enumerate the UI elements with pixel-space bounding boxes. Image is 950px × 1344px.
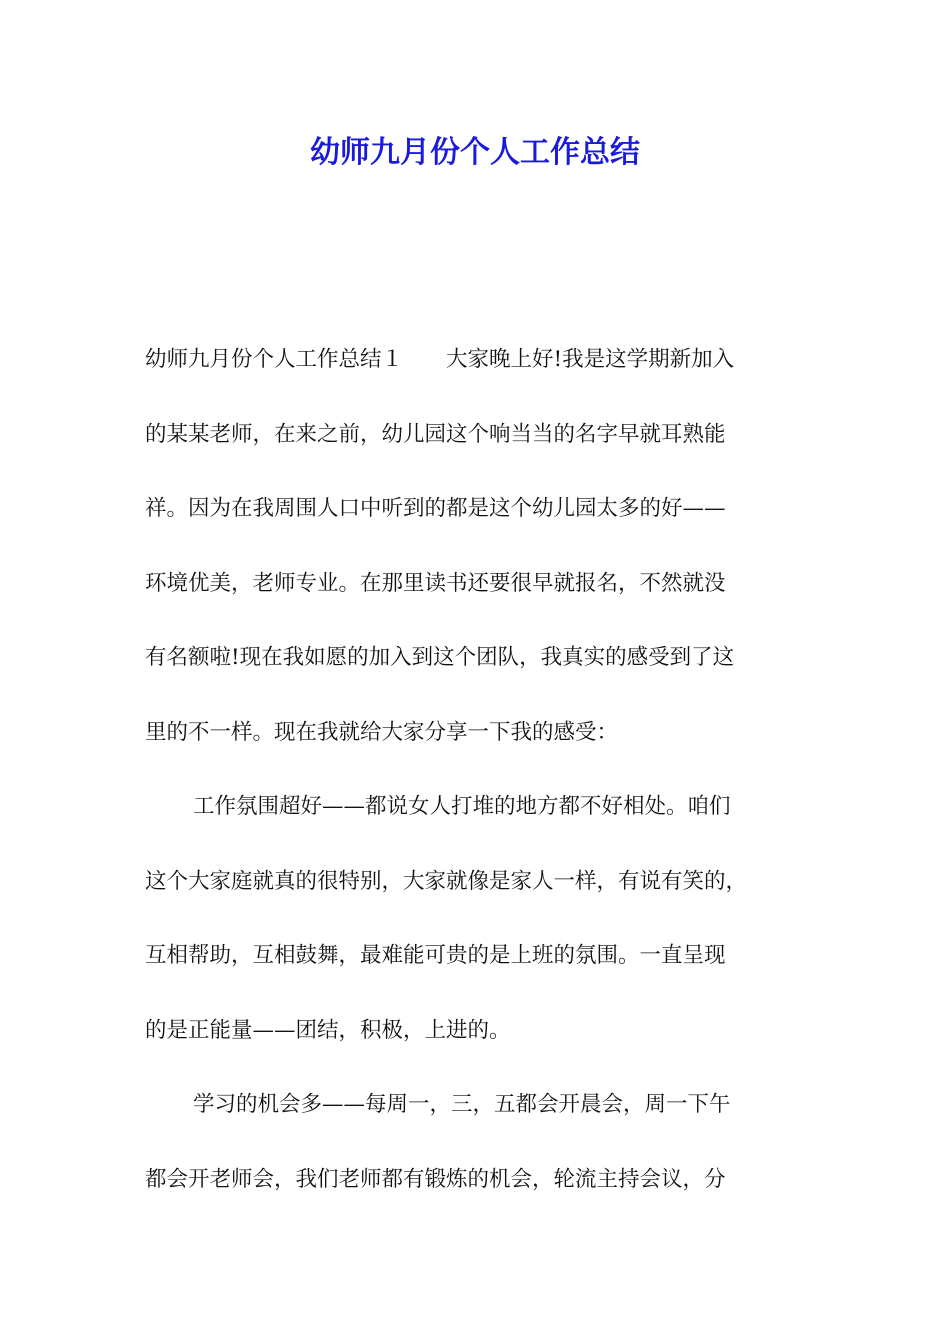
text-line: 都会开老师会，我们老师都有锻炼的机会，轮流主持会议，分 [145,1166,726,1192]
document-title: 幼师九月份个人工作总结 [310,135,640,170]
text-line: 里的不一样。现在我就给大家分享一下我的感受： [145,719,619,745]
text-line: 互相帮助，互相鼓舞，最难能可贵的是上班的氛围。一直呈现 [145,943,726,968]
text-line: 幼师九月份个人工作总结１ 大家晚上好!我是这学期新加入 [145,347,735,372]
text-line: 这个大家庭就真的很特别，大家就像是家人一样，有说有笑的， [145,868,748,894]
text-line: 的是正能量——团结，积极，上进的。 [145,1017,511,1043]
text-line: 有名额啦!现在我如愿的加入到这个团队，我真实的感受到了这 [145,645,735,670]
document-body [145,334,815,1228]
text-line: 环境优美，老师专业。在那里读书还要很早就报名，不然就没 [145,570,726,596]
paragraph-start-line: 学习的机会多——每周一，三，五都会开晨会，周一下午 [193,1092,731,1117]
text-line: 祥。因为在我周围人口中听到的都是这个幼儿园太多的好—— [145,496,726,521]
paragraph-start-line: 工作氛围超好——都说女人打堆的地方都不好相处。咱们 [193,794,731,819]
text-line: 的某某老师，在来之前，幼儿园这个响当当的名字早就耳熟能 [145,421,726,447]
